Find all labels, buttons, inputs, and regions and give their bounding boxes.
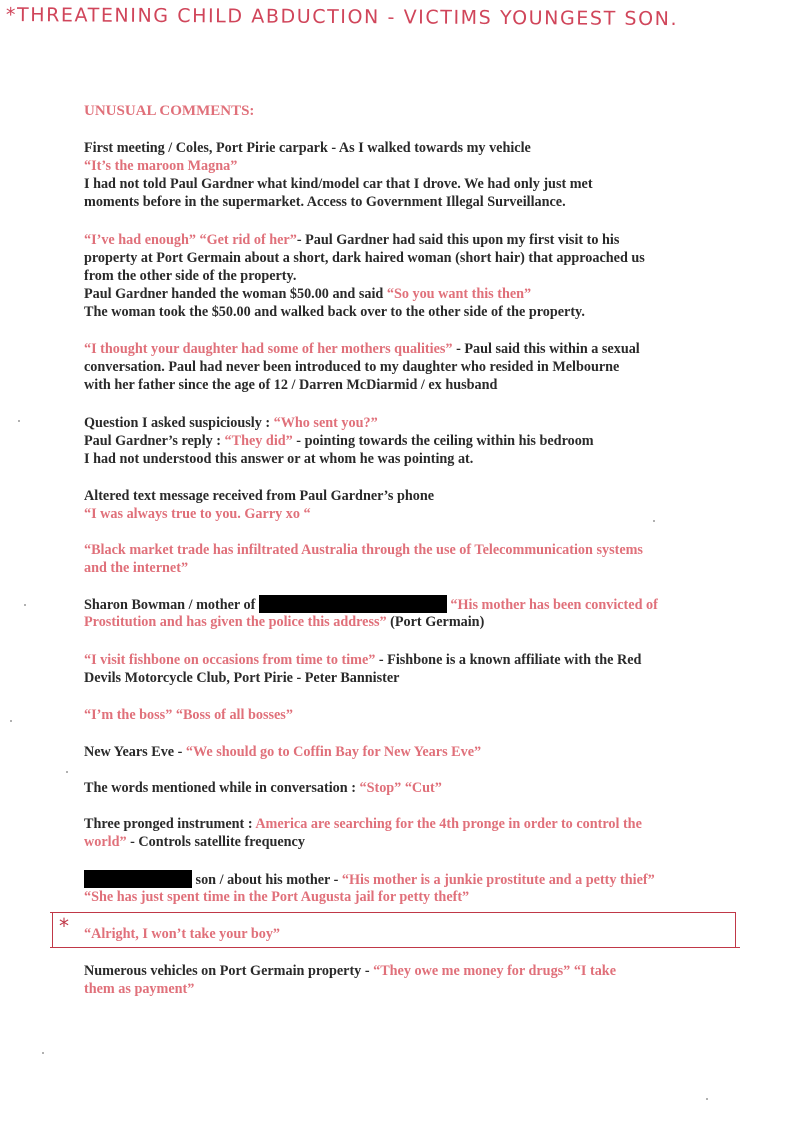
entry-11-text: The words mentioned while in conversation : — [84, 780, 356, 796]
scan-speck — [10, 720, 12, 722]
entry-8-line-2: Devils Motorcycle Club, Port Pirie - Peter Bannister — [84, 670, 400, 686]
entry-7-quote-2: Prostitution and has given the police this address” — [84, 614, 387, 630]
page-heading: UNUSUAL COMMENTS: — [84, 103, 255, 119]
entry-11-quote-2: “Cut” — [404, 780, 442, 796]
entry-5-quote: “I was always true to you. Garry xo “ — [84, 506, 311, 522]
entry-11-line-1 — [84, 779, 442, 797]
entry-4-line-2 — [84, 432, 594, 450]
scan-speck — [24, 604, 26, 606]
entry-2-line-4 — [84, 285, 531, 303]
entry-10-line-1 — [84, 743, 481, 761]
entry-5-line-1: Altered text message received from Paul Gardner’s phone — [84, 488, 435, 504]
entry-13-quote-1: “His mother is a junkie prostitute and a petty thief” — [341, 872, 655, 888]
entry-4-line-1 — [84, 414, 378, 432]
entry-2-line-3: from the other side of the property. — [84, 268, 297, 284]
entry-8-text-1: - Fishbone is a known affiliate with the Red — [378, 652, 642, 668]
handwritten-asterisk: * — [59, 914, 69, 938]
entry-14-quote: “Alright, I won’t take your boy” — [84, 926, 281, 942]
entry-8-quote: “I visit fishbone on occasions from time to time” — [84, 652, 376, 668]
entry-1-line-3: I had not told Paul Gardner what kind/model car that I drove. We had only just met — [84, 176, 593, 192]
entry-3-line-1 — [84, 340, 640, 358]
entry-1-quote: “It’s the maroon Magna” — [84, 158, 238, 174]
entry-9-quote-1: “I’m the boss” — [84, 707, 173, 723]
entry-4-quote-2: “They did” — [224, 433, 293, 449]
entry-2-line-2: property at Port Germain about a short, dark haired woman (short hair) that approached us — [84, 250, 645, 266]
entry-15-quote-2: “I take — [573, 963, 616, 979]
handwritten-box-right — [735, 913, 736, 947]
scan-speck — [18, 420, 20, 422]
entry-1-line-1: First meeting / Coles, Port Pirie carpark - As I walked towards my vehicle — [84, 140, 531, 156]
entry-15-line-2: them as payment” — [84, 981, 195, 997]
entry-2-text-1: - Paul Gardner had said this upon my first visit to his — [296, 232, 620, 248]
handwritten-box-left — [52, 913, 53, 947]
entry-3-text-1: - Paul said this within a sexual — [456, 341, 640, 357]
entry-2-quote-3: “So you want this then” — [386, 286, 532, 302]
entry-7-line-1 — [84, 595, 658, 614]
entry-4-quote-1: “Who sent you?” — [273, 415, 378, 431]
entry-4-line-3: I had not understood this answer or at whom he was pointing at. — [84, 451, 474, 467]
entry-6-line-2: and the internet” — [84, 560, 189, 576]
entry-8-line-1 — [84, 651, 641, 669]
entry-15-text-1: Numerous vehicles on Port Germain property - — [84, 963, 370, 979]
entry-4-text-3: - pointing towards the ceiling within his bedroom — [296, 433, 594, 449]
entry-7-quote-1: “His mother has been convicted of — [450, 597, 658, 613]
redaction-bar — [84, 870, 192, 888]
entry-2-quote-2: “Get rid of her” — [199, 232, 297, 248]
entry-3-line-3: with her father since the age of 12 / Darren McDiarmid / ex husband — [84, 377, 498, 393]
entry-12-quote-2: world” — [84, 834, 127, 850]
entry-9-line-1 — [84, 706, 293, 724]
entry-4-text-1: Question I asked suspiciously : — [84, 415, 271, 431]
entry-9-quote-2: “Boss of all bosses” — [175, 707, 293, 723]
entry-12-line-2 — [84, 833, 305, 851]
entry-2-line-1 — [84, 231, 619, 249]
scan-speck — [653, 520, 655, 522]
entry-3-line-2: conversation. Paul had never been introduced to my daughter who resided in Melbourne — [84, 359, 620, 375]
entry-12-text-1: Three pronged instrument : — [84, 816, 253, 832]
entry-7-line-2 — [84, 613, 484, 631]
entry-2-line-5: The woman took the $50.00 and walked back over to the other side of the property. — [84, 304, 585, 320]
entry-4-text-2: Paul Gardner’s reply : — [84, 433, 221, 449]
handwritten-box-bottom — [50, 947, 740, 948]
entry-12-text-2: - Controls satellite frequency — [130, 834, 305, 850]
handwritten-box-top — [50, 912, 736, 913]
entry-13-line-1 — [84, 870, 655, 889]
scan-speck — [706, 1098, 708, 1100]
entry-11-quote-1: “Stop” — [359, 780, 402, 796]
entry-12-quote-1: America are searching for the 4th pronge in order to control the — [255, 816, 642, 832]
entry-2-quote-1: “I’ve had enough” — [84, 232, 196, 248]
entry-6-line-1: “Black market trade has infiltrated Australia through the use of Telecommunication systems — [84, 542, 643, 558]
entry-10-quote: “We should go to Coffin Bay for New Years Eve” — [185, 744, 482, 760]
entry-13-line-2: “She has just spent time in the Port Augusta jail for petty theft” — [84, 889, 470, 905]
entry-12-line-1 — [84, 815, 642, 833]
entry-15-line-1 — [84, 962, 616, 980]
entry-1-line-4: moments before in the supermarket. Access to Government Illegal Surveillance. — [84, 194, 566, 210]
redaction-bar — [259, 595, 447, 613]
entry-13-text-1: son / about his mother - — [195, 872, 339, 888]
entry-7-text-1: Sharon Bowman / mother of — [84, 597, 256, 613]
entry-3-quote: “I thought your daughter had some of her mothers qualities” — [84, 341, 453, 357]
handwritten-title: *THREATENING CHILD ABDUCTION - VICTIMS YOUNGEST SON. — [5, 4, 679, 31]
scan-speck — [66, 771, 68, 773]
entry-2-text-4: Paul Gardner handed the woman $50.00 and said — [84, 286, 384, 302]
scan-speck — [42, 1052, 44, 1054]
entry-10-text: New Years Eve - — [84, 744, 183, 760]
entry-15-quote-1: “They owe me money for drugs” — [373, 963, 571, 979]
entry-7-text-2: (Port Germain) — [390, 614, 485, 630]
